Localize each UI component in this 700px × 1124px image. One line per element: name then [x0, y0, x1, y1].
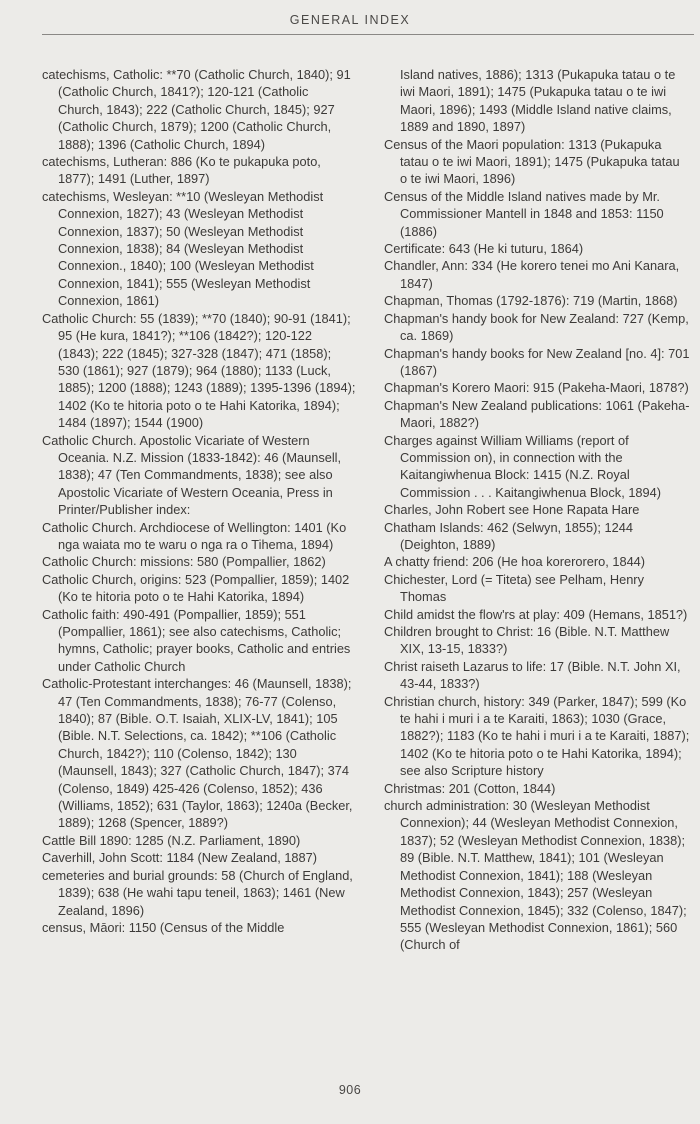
index-entry: Certificate: 643 (He ki tuturu, 1864): [384, 241, 584, 257]
index-entry: Charles, John Robert see Hone Rapata Hare: [384, 502, 640, 518]
index-entry: church administration: 30 (Wesleyan Methodist Connexion); 44 (Wesleyan Methodist Connexion, 1837); 52 (Wesleyan Methodist Connexion, 1838); 89 (Bible. N.T. Matthew, 1841); 101 (Wesleyan Methodist Connexion, 1841); 188 (Wesleyan Methodist Connexion, 1843); 257 (Wesleyan Methodist Connexion, 1845); 332 (Colenso, 1847); 555 (Wesleyan Methodist Connexion, 1861); 560 (Church of: [384, 798, 687, 953]
index-entry: catechisms, Lutheran: 886 (Ko te pukapuka poto, 1877); 1491 (Luther, 1897): [42, 154, 321, 187]
index-entry: Census of the Maori population: 1313 (Pukapuka tatau o te iwi Maori, 1891); 1475 (Pukapuka tatau o te iwi Maori, 1896): [384, 136, 680, 187]
index-entry: Chatham Islands: 462 (Selwyn, 1855); 1244 (Deighton, 1889): [384, 519, 633, 552]
index-entry: Child amidst the flow'rs at play: 409 (Hemans, 1851?): [384, 606, 688, 622]
index-entry: census, Māori: 1150 (Census of the Middle: [42, 919, 285, 935]
index-entry: Christmas: 201 (Cotton, 1844): [384, 780, 556, 796]
index-entry: Children brought to Christ: 16 (Bible. N.T. Matthew XIX, 13-15, 1833?): [384, 624, 670, 657]
index-entry: Chapman's New Zealand publications: 1061 (Pakeha-Maori, 1882?): [384, 397, 690, 431]
index-entry: Catholic-Protestant interchanges: 46 (Maunsell, 1838); 47 (Ten Commandments, 1838); 76-77 (Colenso, 1840); 87 (Bible. O.T. Isaiah, XLIX-LV, 1841); 105 (Bible. N.T. Selections, ca. 1842); **106 (Catholic Church, 1842?); 110 (Colenso, 1842); 130 (Maunsell, 1843); 327 (Catholic Church, 1847); 374 (Colenso, 1849) 425-426 (Colenso, 1852); 436 (Williams, 1852); 631 (Taylor, 1863); 1240a (Becker, 1889); 1268 (Spencer, 1889?): [42, 676, 353, 831]
index-entry: Christian church, history: 349 (Parker, 1847); 599 (Ko te hahi i muri i a te Karaiti, 1863); 1030 (Grace, 1882?); 1183 (Ko te hahi i muri i a te Karaiti, 1887); 1402 (Ko te hitoria poto o te Hahi Katorika, 1894); see also Scripture history: [384, 693, 690, 779]
index-entry: Catholic Church. Archdiocese of Wellington: 1401 (Ko nga waiata mo te waru o nga ra o Tihema, 1894): [42, 519, 347, 552]
index-entry: Chapman, Thomas (1792-1876): 719 (Martin, 1868): [384, 293, 678, 309]
index-column-left: [42, 66, 356, 936]
index-entry: Chandler, Ann: 334 (He korero tenei mo Ani Kanara, 1847): [384, 258, 680, 291]
index-entry: Christ raiseth Lazarus to life: 17 (Bible. N.T. John XI, 43-44, 1833?): [384, 658, 681, 692]
index-entry: Chapman's handy book for New Zealand: 727 (Kemp, ca. 1869): [384, 310, 689, 344]
index-entry: Chapman's handy books for New Zealand [no. 4]: 701 (1867): [384, 345, 690, 378]
index-entry: Catholic Church. Apostolic Vicariate of Western Oceania. N.Z. Mission (1833-1842): 46 (Maunsell, 1838); 47 (Ten Commandments, 1838); see also Apostolic Vicariate of Western Oceania, Press in Printer/Publisher index:: [42, 432, 342, 518]
index-entry: Caverhill, John Scott: 1184 (New Zealand, 1887): [42, 850, 318, 866]
index-entry: Catholic Church: 55 (1839); **70 (1840); 90-91 (1841); 95 (He kura, 1841?); **106 (1842?); 120-122 (1843); 222 (1845); 327-328 (1847); 471 (1858); 530 (1861); 927 (1879); 964 (1880); 1133 (Luck, 1885); 1200 (1888); 1243 (1889); 1395-1396 (1894); 1402 (Ko te hitoria poto o te Hahi Katorika, 1894); 1484 (1897); 1544 (1900): [42, 310, 356, 431]
index-entry: Catholic Church, origins: 523 (Pompallier, 1859); 1402 (Ko te hitoria poto o te Hahi Katorika, 1894): [42, 571, 350, 605]
index-entry: Catholic Church: missions: 580 (Pompallier, 1862): [42, 554, 326, 570]
index-column-right: [384, 66, 690, 954]
index-entry: Cattle Bill 1890: 1285 (N.Z. Parliament, 1890): [42, 832, 301, 848]
index-entry: A chatty friend: 206 (He hoa korerorero, 1844): [384, 554, 646, 570]
page-number: 906: [338, 1083, 362, 1097]
index-entry: cemeteries and burial grounds: 58 (Church of England, 1839); 638 (He wahi tapu teneil, 1863); 1461 (New Zealand, 1896): [42, 867, 353, 918]
index-entry: Catholic faith: 490-491 (Pompallier, 1859); 551 (Pompallier, 1861); see also catechisms, Catholic; hymns, Catholic; prayer books, Catholic and entries under Catholic Church: [42, 606, 351, 674]
index-entry: Chapman's Korero Maori: 915 (Pakeha-Maori, 1878?): [384, 380, 689, 396]
running-header: GENERAL INDEX: [289, 13, 411, 27]
index-entry: Chichester, Lord (= Titeta) see Pelham, Henry Thomas: [384, 571, 644, 605]
index-entry: Charges against William Williams (report of Commission on), in connection with the Kaitangiwhenua Block: 1415 (N.Z. Royal Commission . . . Kaitangiwhenua Block, 1894): [384, 432, 662, 500]
index-entry-continuation: Island natives, 1886); 1313 (Pukapuka tatau o te iwi Maori, 1891); 1475 (Pukapuka tatau o te iwi Maori, 1896); 1493 (Middle Island native claims, 1889 and 1890, 1897): [400, 67, 676, 135]
index-entry: catechisms, Catholic: **70 (Catholic Church, 1840); 91 (Catholic Church, 1841?); 120-121 (Catholic Church, 1843); 222 (Catholic Church, 1845); 927 (Catholic Church, 1879); 1200 (Catholic Church, 1888); 1396 (Catholic Church, 1894): [42, 67, 351, 152]
index-entry: catechisms, Wesleyan: **10 (Wesleyan Methodist Connexion, 1827); 43 (Wesleyan Methodist Connexion, 1837); 50 (Wesleyan Methodist Connexion, 1838); 84 (Wesleyan Methodist Connexion., 1840); 100 (Wesleyan Methodist Connexion, 1841); 555 (Wesleyan Methodist Connexion, 1861): [42, 188, 324, 309]
header-rule: [42, 34, 694, 35]
index-entry: Census of the Middle Island natives made by Mr. Commissioner Mantell in 1848 and 1853: 1150 (1886): [384, 188, 664, 239]
